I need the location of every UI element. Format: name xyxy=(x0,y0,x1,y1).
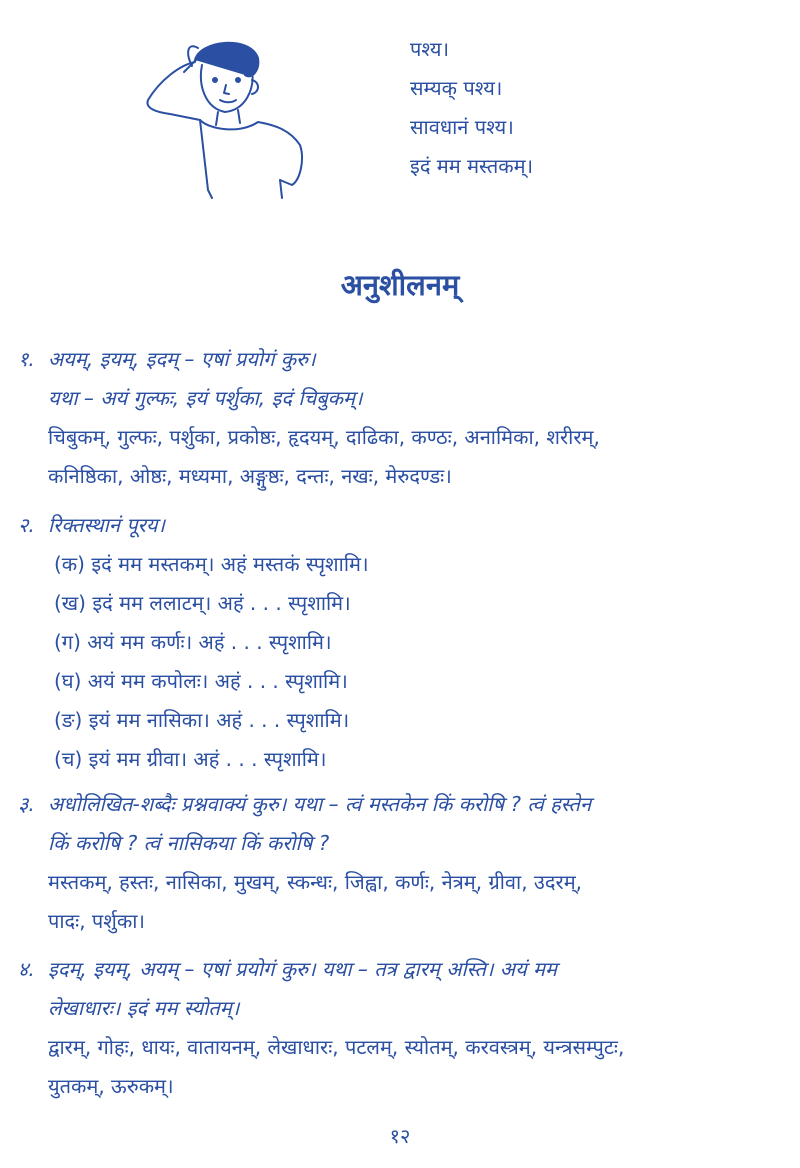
word-list-line: युतकम्, ऊरुकम्। xyxy=(48,1074,174,1098)
exercise-1 xyxy=(18,340,788,496)
word-list-line: पादः, पर्शुका। xyxy=(48,909,145,933)
word-list-line: मस्तकम्, हस्तः, नासिका, मुखम्, स्कन्धः, जिह्वा, कर्णः, नेत्रम्, ग्रीवा, उदरम्, xyxy=(48,870,583,894)
section-heading: अनुशीलनम् xyxy=(340,268,460,302)
exercise-number: ४. xyxy=(18,957,35,981)
fill-blank-item: (क) इदं मम मस्तकम्। अहं मस्तकं स्पृशामि। xyxy=(54,552,369,576)
fill-blank-item: (घ) अयं मम कपोलः। अहं . . . स्पृशामि। xyxy=(54,669,348,693)
exercise-instruction: लेखाधारः। इदं मम स्योतम्। xyxy=(48,996,240,1020)
exercise-number: १. xyxy=(18,347,35,371)
exercise-3 xyxy=(18,785,788,941)
exercise-instruction: अयम्, इयम्, इदम् – एषां प्रयोगं कुरु। xyxy=(48,347,316,371)
caption-line: सम्यक् पश्य। xyxy=(410,76,503,100)
exercise-instruction: अधोलिखित-शब्दैः प्रश्नवाक्यं कुरु। यथा – त्वं मस्तकेन किं करोषि ? त्वं हस्तेन xyxy=(48,792,592,816)
word-list-line: कनिष्ठिका, ओष्ठः, मध्यमा, अङ्गुष्ठः, दन्तः, नखः, मेरुदण्डः। xyxy=(48,464,452,488)
page-number: १२ xyxy=(389,1124,411,1148)
word-list-line: चिबुकम्, गुल्फः, पर्शुका, प्रकोष्ठः, हृदयम्, दाढिका, कण्ठः, अनामिका, शरीरम्, xyxy=(48,425,600,449)
caption-line: इदं मम मस्तकम्। xyxy=(410,154,534,178)
fill-blank-item: (च) इयं मम ग्रीवा। अहं . . . स्पृशामि। xyxy=(54,747,327,771)
exercise-number: ३. xyxy=(18,792,35,816)
exercise-number: २. xyxy=(18,513,35,537)
exercise-instruction: किं करोषि ? त्वं नासिकया किं करोषि ? xyxy=(48,831,330,855)
fill-blank-item: (ङ) इयं मम नासिका। अहं . . . स्पृशामि। xyxy=(54,708,350,732)
caption-line: पश्य। xyxy=(410,37,450,61)
exercise-example: यथा – अयं गुल्फः, इयं पर्शुका, इदं चिबुकम्। xyxy=(48,386,363,410)
boy-touching-forehead-illustration xyxy=(140,30,315,200)
fill-blank-item: (ग) अयं मम कर्णः। अहं . . . स्पृशामि। xyxy=(54,630,332,654)
word-list-line: द्वारम्, गोहः, धायः, वातायनम्, लेखाधारः, पटलम्, स्योतम्, करवस्त्रम्, यन्त्रसम्पुटः, xyxy=(48,1035,625,1059)
fill-blank-item: (ख) इदं मम ललाटम्। अहं . . . स्पृशामि। xyxy=(54,591,351,615)
exercise-instruction: रिक्तस्थानं पूरय। xyxy=(48,513,165,537)
caption-line: सावधानं पश्य। xyxy=(410,115,514,139)
illustration-caption xyxy=(410,30,533,186)
exercise-2 xyxy=(18,506,788,779)
exercise-instruction: इदम्, इयम्, अयम् – एषां प्रयोगं कुरु। यथा – तत्र द्वारम् अस्ति। अयं मम xyxy=(48,957,557,981)
exercise-4 xyxy=(18,950,788,1106)
